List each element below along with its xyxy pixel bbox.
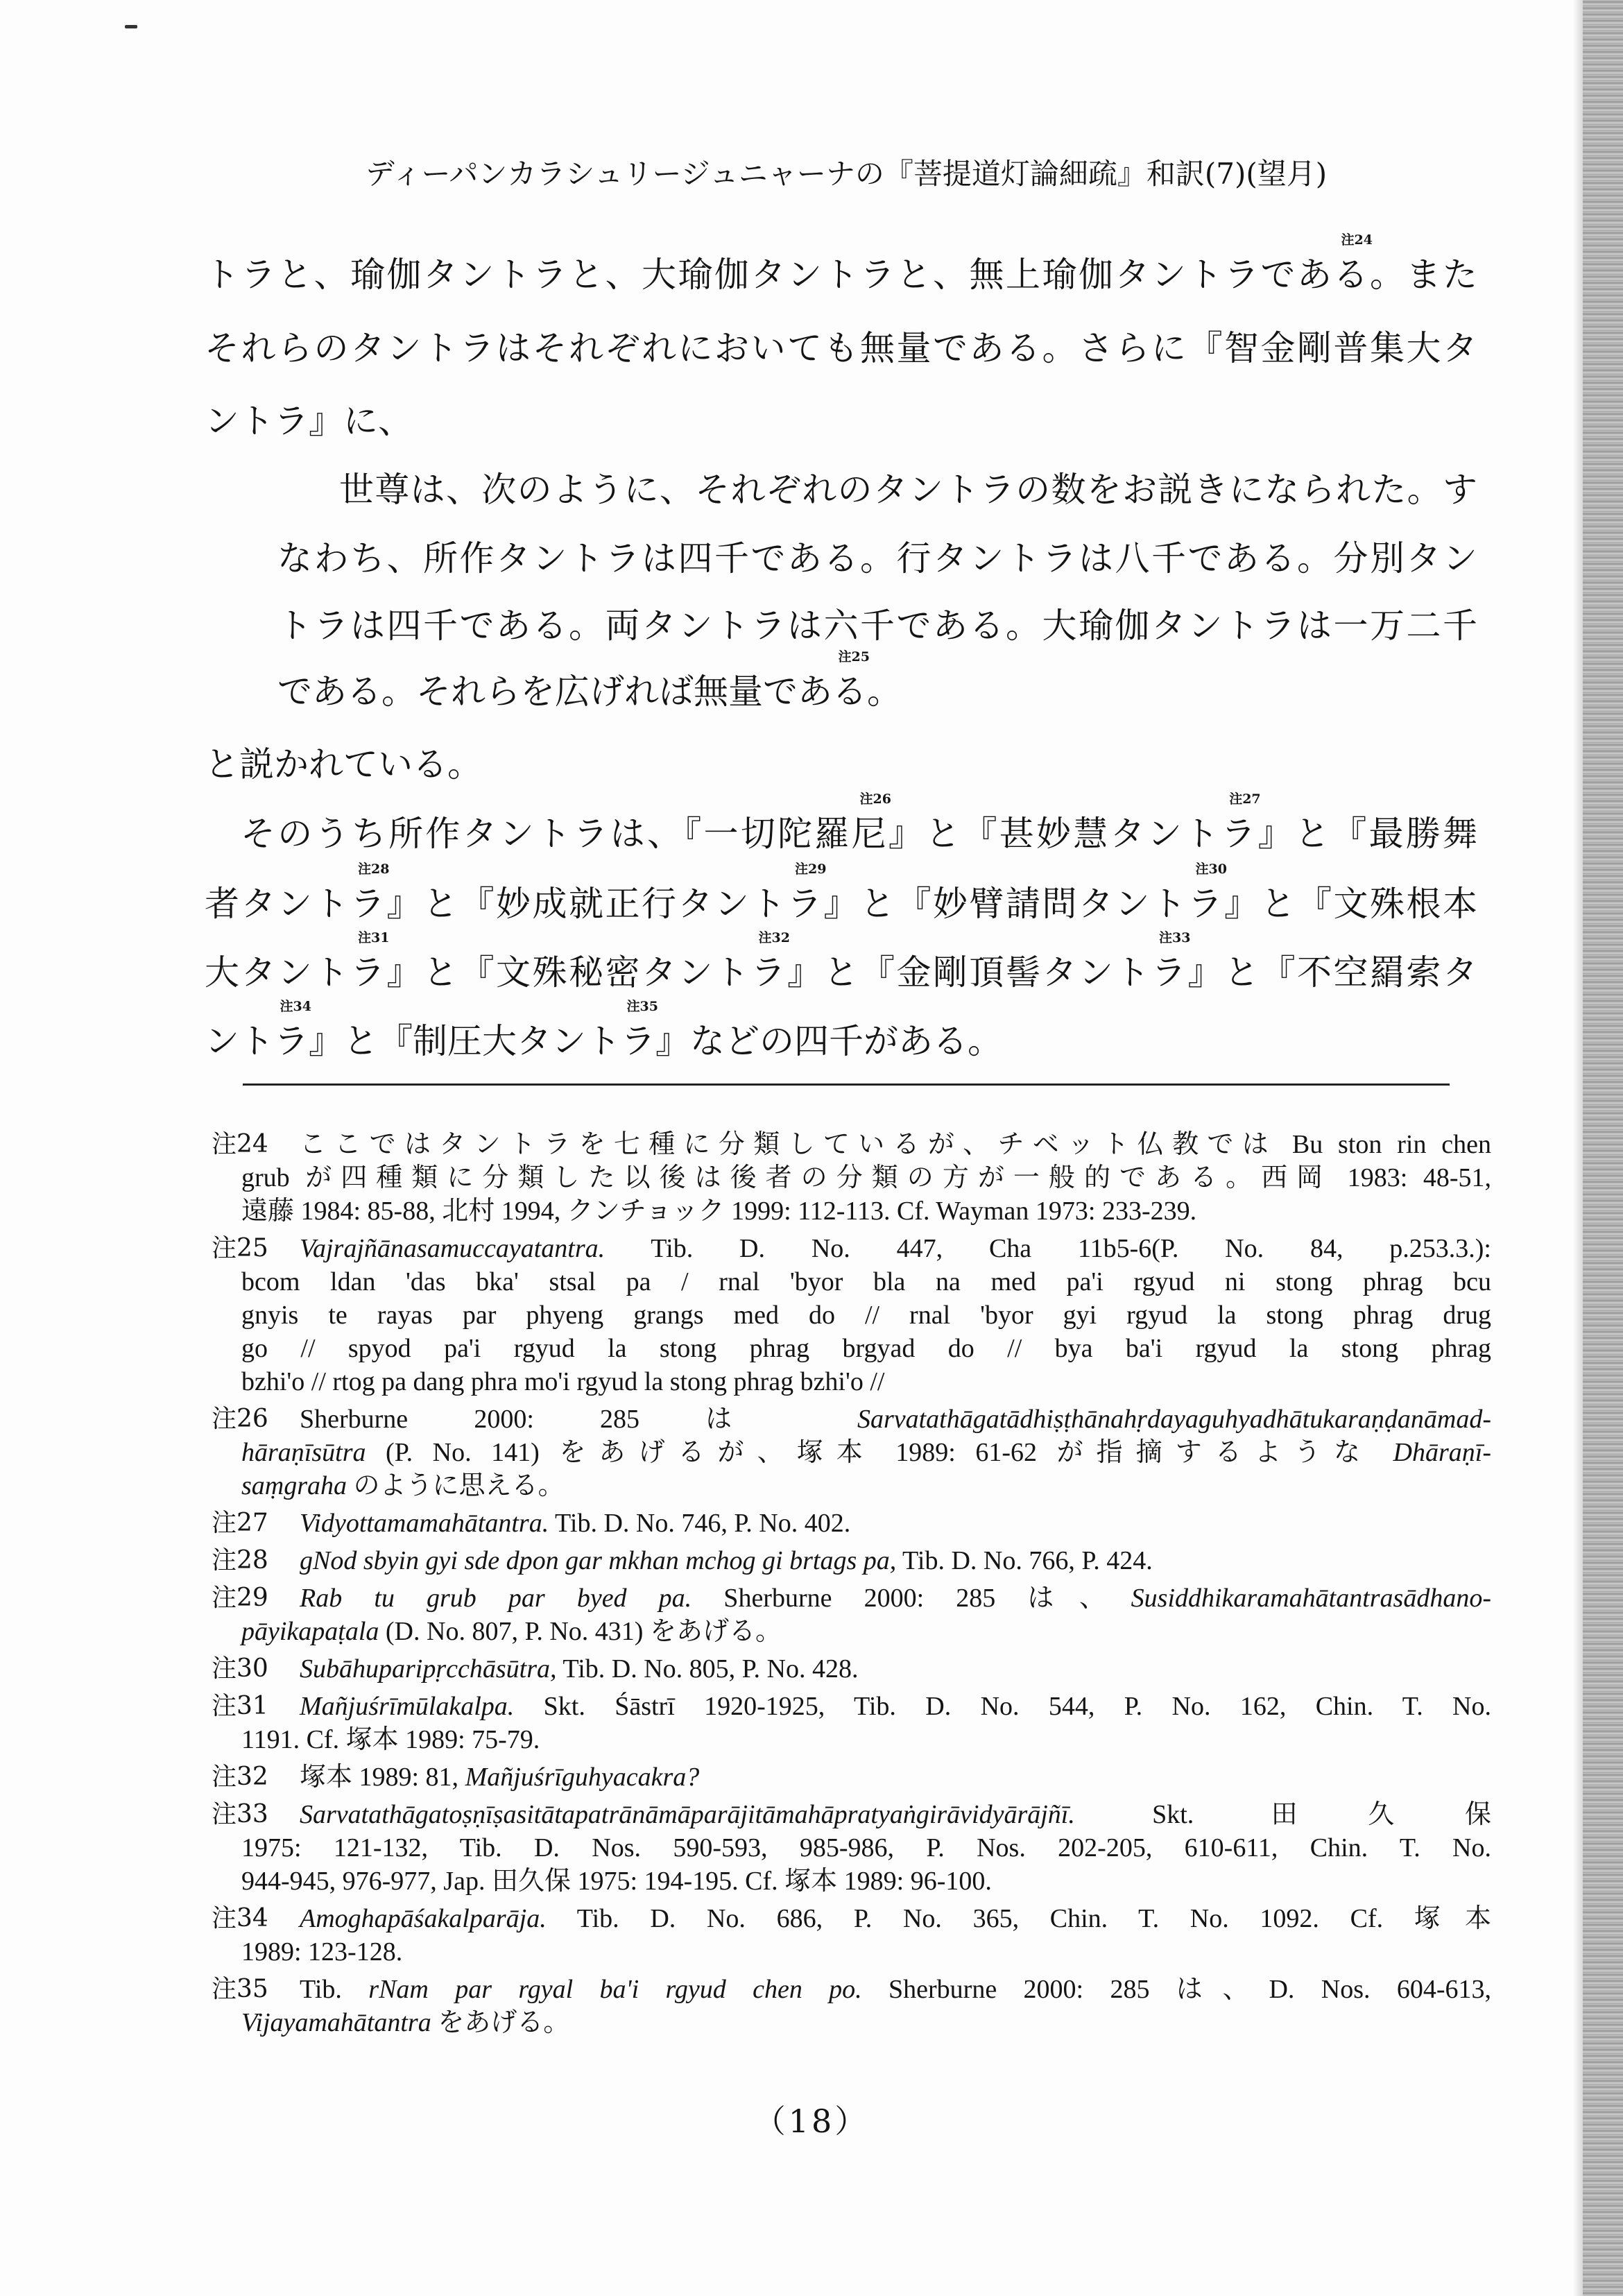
body-text-segment: 』と『文殊根本 xyxy=(1224,884,1477,924)
footnote xyxy=(212,1652,1491,1686)
footnote-line xyxy=(241,1865,1491,1898)
note-anchor xyxy=(386,862,827,924)
footnote-label: 注35 xyxy=(212,1975,268,2003)
footnote-text: gnyis te rayas par phyeng grangs med do // rnal 'byor gyi rgyud la stong phrag drug xyxy=(241,1301,1491,1330)
footnote-text: Tib. D. No. 686, P. No. 365, Chin. T. No. 1092. Cf. 塚本 xyxy=(546,1904,1491,1933)
note-anchor xyxy=(309,999,658,1061)
footnote-line xyxy=(241,1469,1491,1502)
scan-speck xyxy=(125,25,137,28)
footnote-line xyxy=(300,1544,1491,1577)
footnote-italic-title: Vidyottamamahātantra. xyxy=(300,1509,549,1538)
footnote-text: Tib. xyxy=(300,1975,369,2004)
footnote-line xyxy=(300,1798,1491,1831)
footnote-italic-title: saṃgraha xyxy=(241,1471,347,1500)
footnote-line xyxy=(300,1403,1491,1436)
footnote-italic-title: rNam par rgyal ba'i rgyud chen po. xyxy=(368,1975,862,2004)
scan-edge-gradient xyxy=(1573,0,1583,2296)
body-line xyxy=(277,649,1477,712)
body-text-segment: ントラ xyxy=(205,1021,309,1061)
footnote-text: Tib. D. No. 766, P. 424. xyxy=(896,1546,1153,1575)
footnote-italic-title: pāyikapaṭala xyxy=(241,1617,379,1646)
body-text-segment: 大タントラ xyxy=(205,952,387,993)
note-anchor xyxy=(205,999,311,1061)
note-anchor xyxy=(386,930,790,993)
note-anchor xyxy=(823,862,1227,924)
footnote-line xyxy=(241,1831,1491,1865)
footnote-line xyxy=(241,2006,1491,2039)
footnote-line xyxy=(241,1265,1491,1299)
footnote-text: のように思える。 xyxy=(347,1471,565,1500)
body-text-segment: 』と『不空羂索タ xyxy=(1187,952,1477,993)
footnote-text: Tib. D. No. 447, Cha 11b5-6(P. No. 84, p.253.3.): xyxy=(605,1234,1491,1263)
footnote-italic-title: Mañjuśrīguhyacakra? xyxy=(465,1763,700,1792)
body-text-segment: 』と『妙成就正行タントラ xyxy=(386,884,824,924)
footnote-line xyxy=(300,1128,1491,1161)
footnote-text: Sherburne 2000: 285 は、 xyxy=(692,1584,1131,1613)
footnote-line xyxy=(300,1973,1491,2006)
footnote-marker[interactable]: 注32 xyxy=(758,930,790,945)
footnote xyxy=(212,1232,1491,1398)
footnote-marker[interactable]: 注35 xyxy=(626,999,658,1014)
footnote-marker[interactable]: 注24 xyxy=(1341,232,1373,248)
footnote-text: Skt. Śāstrī 1920-1925, Tib. D. No. 544, P. No. 162, Chin. T. No. xyxy=(514,1692,1491,1721)
footnote-line xyxy=(241,1161,1491,1194)
body-line xyxy=(205,328,1477,368)
body-line xyxy=(205,232,1477,295)
body-line xyxy=(205,930,1477,993)
footnote-separator-rule xyxy=(243,1083,1450,1086)
footnote-italic-title: Mañjuśrīmūlakalpa. xyxy=(300,1692,515,1721)
running-header: ディーパンカラシュリージュニャーナの『菩提道灯論細疏』和訳(7)(望月) xyxy=(365,157,1328,191)
footnote-marker[interactable]: 注31 xyxy=(358,930,390,945)
footnote-text: Sherburne 2000: 285 は、D. Nos. 604-613, xyxy=(861,1975,1492,2004)
footnote xyxy=(212,1902,1491,1969)
footnote-line xyxy=(300,1760,1491,1794)
body-text-segment: と説かれている。 xyxy=(205,744,482,785)
footnote-marker[interactable]: 注34 xyxy=(280,999,311,1014)
body-line xyxy=(205,862,1477,924)
body-text-segment: である。それらを広げれば無量である xyxy=(277,671,867,712)
footnote xyxy=(212,1507,1491,1540)
footnote-text: bzhi'o // rtog pa dang phra mo'i rgyud la stong phrag bzhi'o // xyxy=(241,1367,885,1396)
footnote xyxy=(212,1128,1491,1228)
scan-edge-shadow xyxy=(1583,0,1623,2296)
body-text-segment: 』と『金剛頂髻タントラ xyxy=(787,952,1188,993)
footnote-line xyxy=(300,1690,1491,1723)
body-text-segment: トラは四千である。両タントラは六千である。大瑜伽タントラは一万二千 xyxy=(277,606,1477,646)
body-text-segment: 』などの四千がある。 xyxy=(655,1021,1002,1061)
body-text-segment: それらのタントラはそれぞれにおいても無量である。さらに『智金剛普集大タ xyxy=(205,328,1477,368)
footnote-marker[interactable]: 注27 xyxy=(1229,791,1261,807)
footnote-line xyxy=(241,1935,1491,1969)
footnote-italic-title: hāraṇīsūtra xyxy=(241,1438,366,1467)
footnote-marker[interactable]: 注28 xyxy=(358,862,390,877)
footnote-italic-title: Sarvatathāgatoṣṇīṣasitātapatrānāmāparājitāmahāpratyaṅgirāvidyārājñī. xyxy=(300,1800,1075,1829)
footnote-label: 注26 xyxy=(212,1405,268,1433)
body-text-segment: 』と『制圧大タントラ xyxy=(309,1021,655,1061)
footnote-line xyxy=(241,1194,1491,1228)
footnote-text: をあげる。 xyxy=(431,2008,570,2037)
body-text-segment: 。 xyxy=(867,671,902,712)
footnote-line xyxy=(300,1232,1491,1265)
footnote-text: 944-945, 976-977, Jap. 田久保 1975: 194-195. Cf. 塚本 1989: 96-100. xyxy=(241,1867,992,1896)
footnote-line xyxy=(241,1723,1491,1756)
footnote-line xyxy=(300,1507,1491,1540)
footnote-italic-title: Rab tu grub par byed pa. xyxy=(300,1584,692,1613)
body-line xyxy=(339,470,1477,510)
footnote-text: bcom ldan 'das bka' stsal pa / rnal 'byor bla na med pa'i rgyud ni stong phrag bcu xyxy=(241,1267,1491,1296)
body-line xyxy=(205,401,1477,441)
footnote xyxy=(212,1582,1491,1648)
footnote-italic-title: Vijayamahātantra xyxy=(241,2008,431,2037)
footnote-marker[interactable]: 注25 xyxy=(838,649,870,665)
footnote-line xyxy=(241,1615,1491,1648)
body-text-segment: そのうち所作タントラは、『一切陀羅尼 xyxy=(241,814,888,854)
footnote-text: go // spyod pa'i rgyud la stong phrag brgyad do // bya ba'i rgyud la stong phrag xyxy=(241,1334,1491,1363)
body-text-segment: 』と『甚妙慧タントラ xyxy=(888,814,1258,854)
footnote-label: 注32 xyxy=(212,1763,268,1791)
note-anchor xyxy=(205,232,1373,295)
footnote-line xyxy=(300,1652,1491,1686)
footnote-text: ここではタントラを七種に分類しているが、チベット仏教では Bu ston rin chen xyxy=(300,1130,1491,1159)
footnote-italic-title: Amoghapāśakalparāja. xyxy=(300,1904,547,1933)
body-text-segment: 世尊は、次のように、それぞれのタントラの数をお説きになられた。す xyxy=(339,470,1477,510)
footnote-marker[interactable]: 注29 xyxy=(795,862,827,877)
note-anchor xyxy=(277,649,870,712)
body-line xyxy=(241,791,1478,854)
footnote-line xyxy=(241,1365,1491,1398)
footnote-italic-title: Subāhuparipṛcchāsūtra, xyxy=(300,1654,557,1684)
body-text-segment: 者タントラ xyxy=(205,884,387,924)
footnote xyxy=(212,1798,1491,1898)
footnote-text: Tib. D. No. 746, P. No. 402. xyxy=(549,1509,851,1538)
footnote-label: 注28 xyxy=(212,1546,268,1575)
footnote-text: (D. No. 807, P. No. 431) をあげる。 xyxy=(379,1617,782,1646)
footnotes xyxy=(212,1128,1491,2044)
body-text-segment: ントラ』に、 xyxy=(205,401,413,441)
body-line xyxy=(205,744,1477,785)
footnote-text: 1191. Cf. 塚本 1989: 75-79. xyxy=(241,1725,540,1754)
footnote-label: 注33 xyxy=(212,1800,268,1828)
footnote-label: 注34 xyxy=(212,1904,268,1933)
footnote-label: 注24 xyxy=(212,1130,268,1158)
footnote-line xyxy=(241,1436,1491,1469)
footnote-italic-title: Susiddhikaramahātantrasādhano- xyxy=(1131,1584,1492,1613)
footnote-italic-title: Vajrajñānasamuccayatantra. xyxy=(300,1234,606,1263)
footnote-label: 注25 xyxy=(212,1234,268,1262)
footnote-text: 塚本 1989: 81, xyxy=(300,1763,465,1792)
footnote-text: Tib. D. No. 805, P. No. 428. xyxy=(556,1654,859,1684)
footnote xyxy=(212,1690,1491,1756)
footnote-text: 1989: 123-128. xyxy=(241,1937,403,1967)
body-text-segment: 』と『最勝舞 xyxy=(1257,814,1478,854)
footnote-italic-title: gNod sbyin gyi sde dpon gar mkhan mchog gi brtags pa, xyxy=(300,1546,897,1575)
note-anchor xyxy=(205,930,390,993)
note-anchor xyxy=(205,862,390,924)
footnote xyxy=(212,1403,1491,1502)
footnote-text: Skt. 田久保 xyxy=(1074,1800,1491,1829)
footnote-label: 注30 xyxy=(212,1654,268,1683)
footnote-marker[interactable]: 注30 xyxy=(1195,862,1227,877)
footnote-line xyxy=(241,1299,1491,1332)
footnote xyxy=(212,1544,1491,1577)
body-line xyxy=(205,999,1477,1061)
body-line xyxy=(277,538,1477,579)
footnote-marker[interactable]: 注26 xyxy=(859,791,891,807)
body-text-segment: トラと、瑜伽タントラと、大瑜伽タントラと、無上瑜伽タントラである xyxy=(205,255,1370,295)
body-text-segment: なわち、所作タントラは四千である。行タントラは八千である。分別タン xyxy=(277,538,1477,579)
footnote-label: 注27 xyxy=(212,1509,268,1537)
footnote-text: (P. No. 141) をあげるが、塚本 1989: 61-62 が指摘するような xyxy=(366,1438,1393,1467)
footnote xyxy=(212,1973,1491,2039)
footnote-text: Sherburne 2000: 285 は xyxy=(300,1405,857,1434)
footnote-label: 注29 xyxy=(212,1584,268,1612)
footnote xyxy=(212,1760,1491,1794)
footnote-italic-title: Dhāraṇī- xyxy=(1393,1438,1491,1467)
note-anchor xyxy=(888,791,1261,854)
body-line xyxy=(277,606,1477,646)
footnote-text: 1975: 121-132, Tib. D. Nos. 590-593, 985-986, P. Nos. 202-205, 610-611, Chin. T. No. xyxy=(241,1833,1491,1862)
footnote-line xyxy=(241,1332,1491,1365)
note-anchor xyxy=(241,791,891,854)
note-anchor xyxy=(787,930,1191,993)
footnote-italic-title: Sarvatathāgatādhiṣṭhānahṛdayaguhyadhātukaraṇḍanāmad- xyxy=(857,1405,1491,1434)
footnote-text: grub が四種類に分類した以後は後者の分類の方が一般的である。西岡 1983: 48-51, xyxy=(241,1163,1491,1192)
body-text-segment: 』と『妙臂請問タントラ xyxy=(823,884,1224,924)
page-number: （18） xyxy=(753,2102,870,2140)
footnote-line xyxy=(300,1582,1491,1615)
body-text-segment: 』と『文殊秘密タントラ xyxy=(386,952,787,993)
footnote-text: 遠藤 1984: 85-88, 北村 1994, クンチョック 1999: 112-113. Cf. Wayman 1973: 233-239. xyxy=(241,1197,1197,1226)
footnote-label: 注31 xyxy=(212,1692,268,1720)
footnote-line xyxy=(300,1902,1491,1935)
footnote-marker[interactable]: 注33 xyxy=(1159,930,1191,945)
body-text-segment: 。また xyxy=(1370,255,1477,295)
